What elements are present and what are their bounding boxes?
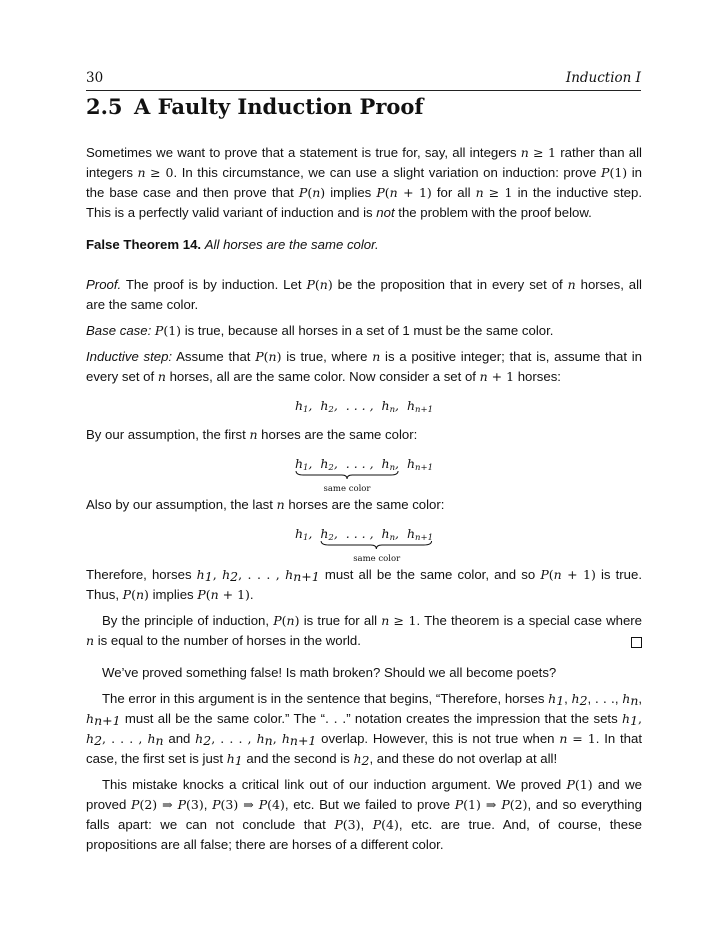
- qed-box-icon: [631, 637, 642, 648]
- last-n-brace: $h_2$, . . . , $h_n$, $h_{n+1}$ same color: [320, 526, 434, 564]
- running-title: Induction I: [565, 70, 641, 86]
- error-paragraph: The error in this argument is in the sentence that begins, “Therefore, horses $h_1$, $h_2$, . . ., $h_n$, $h_{n+1}$ must all be the same color.” The “. . .” notation creates the impression that the sets $h_1$, $h_2$, . . . , $h_n$ and $h_2$, . . . , $h_n$, $h_{n+1}$ overlap. However, this is not true when n = 1. In that case, the first set is just $h_1$ and the second is $h_2$, and these do not overlap at all!: [86, 691, 643, 768]
- false-theorem: False Theorem 14. All horses are the same color.: [86, 237, 379, 252]
- first-assumption-paragraph: By our assumption, the first n horses are the same color:: [86, 427, 418, 442]
- principle-paragraph: By the principle of induction, P(n) is true for all n ≥ 1. The theorem is a special case where n is equal to the number of horses in the world.: [86, 613, 643, 648]
- header-rule: [86, 90, 641, 91]
- inductive-step-paragraph: Inductive step: Assume that P(n) is true, where n is a positive integer; that is, assume that in every set of n horses, all are the same color. Now consider a set of n + 1 horses:: [86, 349, 642, 384]
- intro-paragraph: Sometimes we want to prove that a statement is true for, say, all integers n ≥ 1 rather than all integers n ≥ 0. In this circumstance, we can use a slight variation on induction: prove P(1) in the base case and then prove that P(n) implies P(n + 1) for all n ≥ 1 in the inductive step. This is a perfectly valid variant of induction and is not the problem with the proof below.: [86, 145, 643, 220]
- proof-paragraph: Proof. The proof is by induction. Let P(n) be the proposition that in every set of n horses, all are the same color.: [86, 277, 642, 312]
- last-n-display: $h_1$, $h_2$, . . . , $h_n$, $h_{n+1}$ same color: [294, 526, 434, 564]
- section-heading: [86, 94, 423, 119]
- last-assumption-paragraph: Also by our assumption, the last n horses are the same color:: [86, 497, 445, 512]
- therefore-paragraph: Therefore, horses $h_1$, $h_2$, . . . , $h_{n+1}$ must all be the same color, and so P(n + 1) is true. Thus, P(n) implies P(n + 1).: [86, 567, 643, 602]
- section-number: 2.5: [86, 94, 123, 119]
- first-n-display: $h_1$, $h_2$, . . . , $h_n$, same color $h_{n+1}$: [294, 456, 434, 494]
- body-text: [86, 143, 642, 855]
- section-title: A Faulty Induction Proof: [134, 94, 424, 119]
- base-case-paragraph: Base case: P(1) is true, because all horses in a set of 1 must be the same color.: [86, 323, 554, 338]
- mistake-paragraph: This mistake knocks a critical link out of our induction argument. We proved P(1) and we proved P(2) ⇒ P(3), P(3) ⇒ P(4), etc. But we failed to prove P(1) ⇒ P(2), and so everything falls apart: we can not conclude that P(3), P(4), etc. are true. And, of course, these propositions are all false; there are horses of a different color.: [86, 777, 643, 852]
- horse-sequence-display: $h_1$, $h_2$, . . . , $h_n$, $h_{n+1}$: [294, 398, 434, 415]
- first-n-brace: $h_1$, $h_2$, . . . , $h_n$, same color: [294, 456, 400, 494]
- broken-paragraph: We’ve proved something false! Is math broken? Should we all become poets?: [102, 665, 557, 680]
- page-number: 30: [86, 70, 104, 86]
